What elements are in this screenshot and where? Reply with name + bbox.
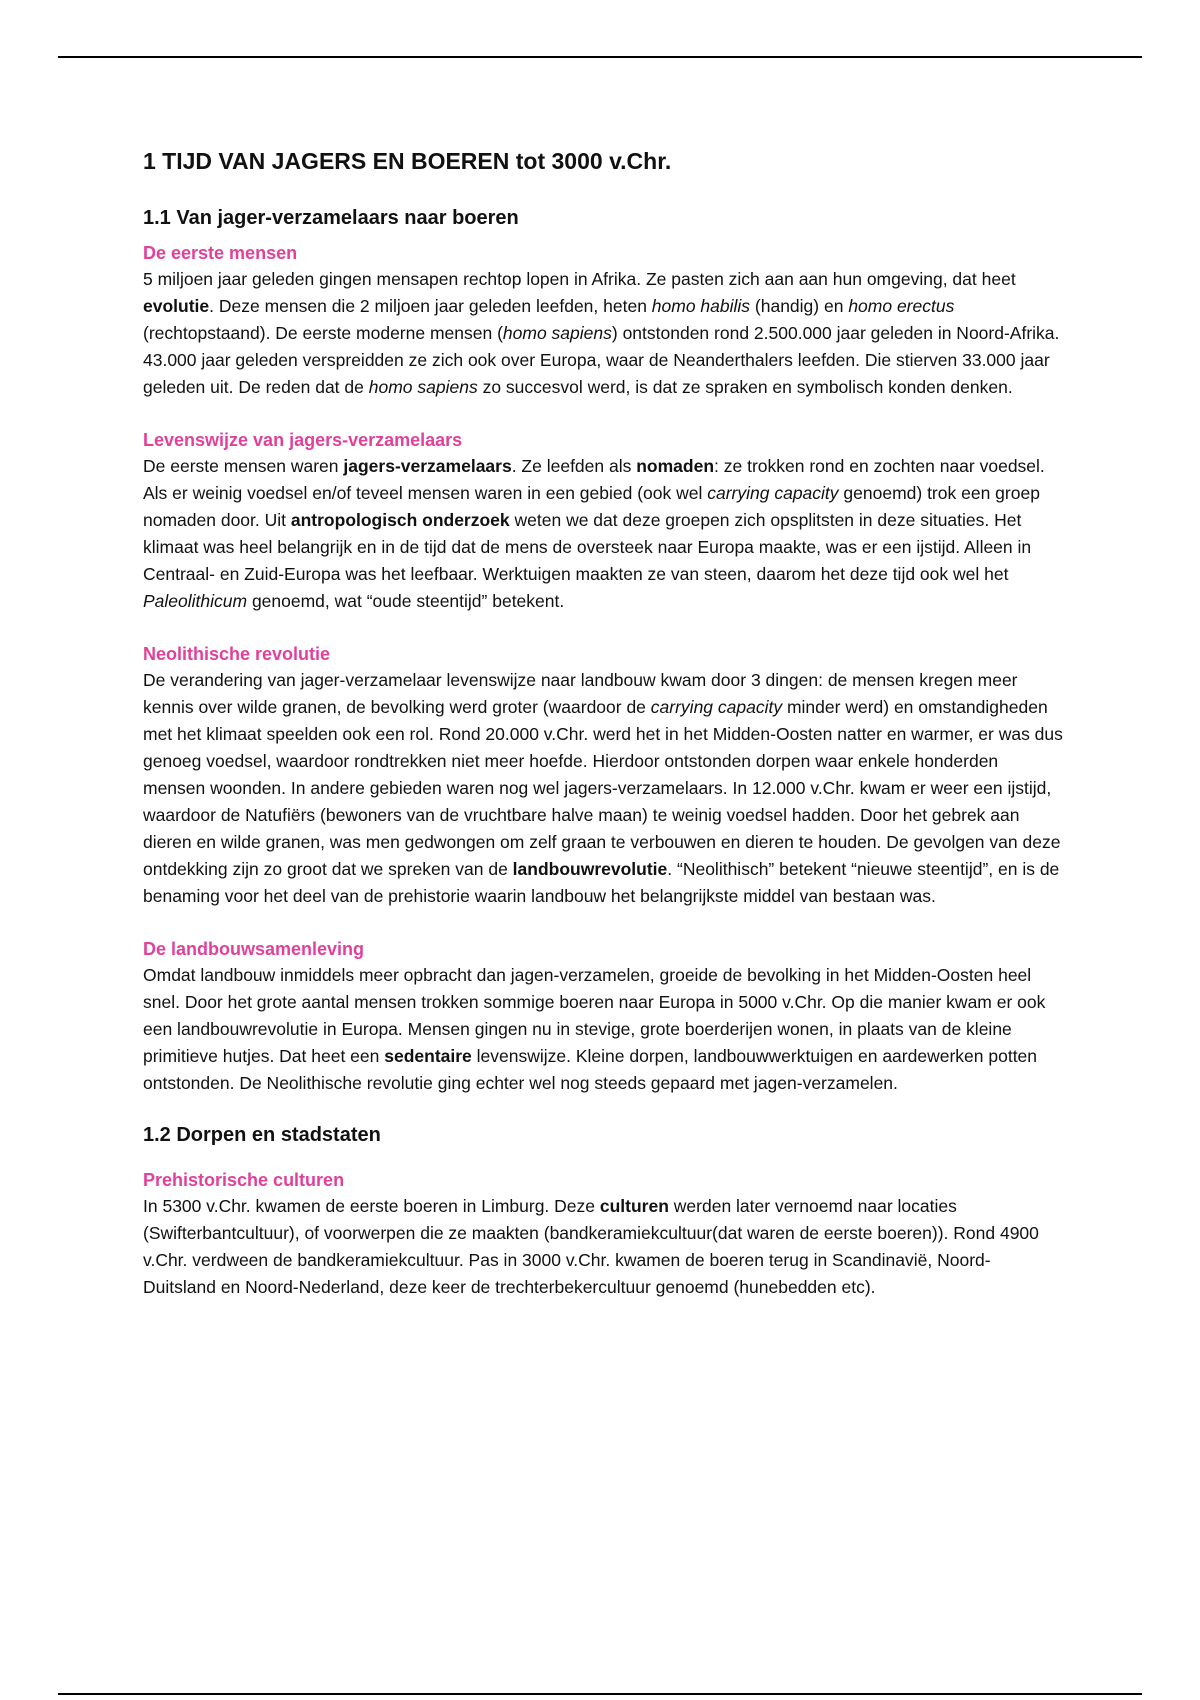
section-heading: Neolithische revolutie bbox=[143, 644, 331, 664]
section-landbouwsamenleving bbox=[143, 936, 1063, 1097]
section-eerste-mensen bbox=[143, 240, 1063, 401]
chapter-heading-1-2: 1.2 Dorpen en stadstaten bbox=[143, 1124, 381, 1146]
document-body bbox=[143, 145, 1063, 1327]
section-heading: Levenswijze van jagers-verzamelaars bbox=[143, 430, 463, 450]
section-heading: De landbouwsamenleving bbox=[143, 939, 365, 959]
section-paragraph: 5 miljoen jaar geleden gingen mensapen rechtop lopen in Afrika. Ze pasten zich aan aan hun omgeving, dat heet evolutie. Deze mensen die 2 miljoen jaar geleden leefden, heten homo habilis (handig) en homo erectus (rechtopstaand). De eerste moderne mensen (homo sapiens) ontstonden rond 2.500.000 jaar geleden in Noord-Afrika. 43.000 jaar geleden verspreidden ze zich ook over Europa, waar de Neanderthalers leefden. Die stierven 33.000 jaar geleden uit. De reden dat de homo sapiens zo succesvol werd, is dat ze spraken en symbolisch konden denken. bbox=[143, 269, 1060, 397]
section-levenswijze bbox=[143, 427, 1063, 615]
footer-rule bbox=[58, 1693, 1142, 1695]
chapter-heading-1-1: 1.1 Van jager-verzamelaars naar boeren bbox=[143, 207, 519, 229]
section-paragraph: De eerste mensen waren jagers-verzamelaars. Ze leefden als nomaden: ze trokken rond en zochten naar voedsel. Als er weinig voedsel en/of teveel mensen waren in een gebied (ook wel carrying capacity genoemd) trok een groep nomaden door. Uit antropologisch onderzoek weten we dat deze groepen zich opsplitsten in deze situaties. Het klimaat was heel belangrijk en in de tijd dat de mens de oversteek naar Europa maakte, was er een ijstijd. Alleen in Centraal- en Zuid-Europa was het leefbaar. Werktuigen maakten ze van steen, daarom het deze tijd ook wel het Paleolithicum genoemd, wat “oude steentijd” betekent. bbox=[143, 456, 1045, 611]
section-prehistorische-culturen bbox=[143, 1167, 1063, 1301]
section-neolithische-revolutie bbox=[143, 641, 1063, 910]
section-paragraph: In 5300 v.Chr. kwamen de eerste boeren in Limburg. Deze culturen werden later vernoemd naar locaties (Swifterbantcultuur), of voorwerpen die ze maakten (bandkeramiekcultuur(dat waren de eerste boeren)). Rond 4900 v.Chr. verdween de bandkeramiekcultuur. Pas in 3000 v.Chr. kwamen de boeren terug in Scandinavië, Noord-Duitsland en Noord-Nederland, deze keer de trechterbekercultuur genoemd (hunebedden etc). bbox=[143, 1196, 1039, 1297]
section-heading: Prehistorische culturen bbox=[143, 1170, 345, 1190]
header-rule bbox=[58, 56, 1142, 58]
section-heading: De eerste mensen bbox=[143, 243, 298, 263]
section-paragraph: De verandering van jager-verzamelaar levenswijze naar landbouw kwam door 3 dingen: de mensen kregen meer kennis over wilde granen, de bevolking werd groter (waardoor de carrying capacity minder werd) en omstandigheden met het klimaat speelden ook een rol. Rond 20.000 v.Chr. werd het in het Midden-Oosten natter en warmer, er was dus genoeg voedsel, waardoor rondtrekken niet meer hoefde. Hierdoor ontstonden dorpen waar enkele honderden mensen woonden. In andere gebieden waren nog wel jagers-verzamelaars. In 12.000 v.Chr. kwam er weer een ijstijd, waardoor de Natufiërs (bewoners van de vruchtbare halve maan) te weinig voedsel hadden. Door het gebrek aan dieren en wilde granen, was men gedwongen om zelf graan te verbouwen en dieren te houden. De gevolgen van deze ontdekking zijn zo groot dat we spreken van de landbouwrevolutie. “Neolithisch” betekent “nieuwe steentijd”, en is de benaming voor het deel van de prehistorie waarin landbouw het belangrijkste middel van bestaan was. bbox=[143, 670, 1063, 906]
page-title: 1 TIJD VAN JAGERS EN BOEREN tot 3000 v.Chr. bbox=[143, 148, 672, 174]
section-paragraph: Omdat landbouw inmiddels meer opbracht dan jagen-verzamelen, groeide de bevolking in het Midden-Oosten heel snel. Door het grote aantal mensen trokken sommige boeren naar Europa in 5000 v.Chr. Op die manier kwam er ook een landbouwrevolutie in Europa. Mensen gingen nu in stevige, grote boerderijen wonen, in plaats van de kleine primitieve hutjes. Dat heet een sedentaire levenswijze. Kleine dorpen, landbouwwerktuigen en aardewerken potten ontstonden. De Neolithische revolutie ging echter wel nog steeds gepaard met jagen-verzamelen. bbox=[143, 965, 1046, 1093]
